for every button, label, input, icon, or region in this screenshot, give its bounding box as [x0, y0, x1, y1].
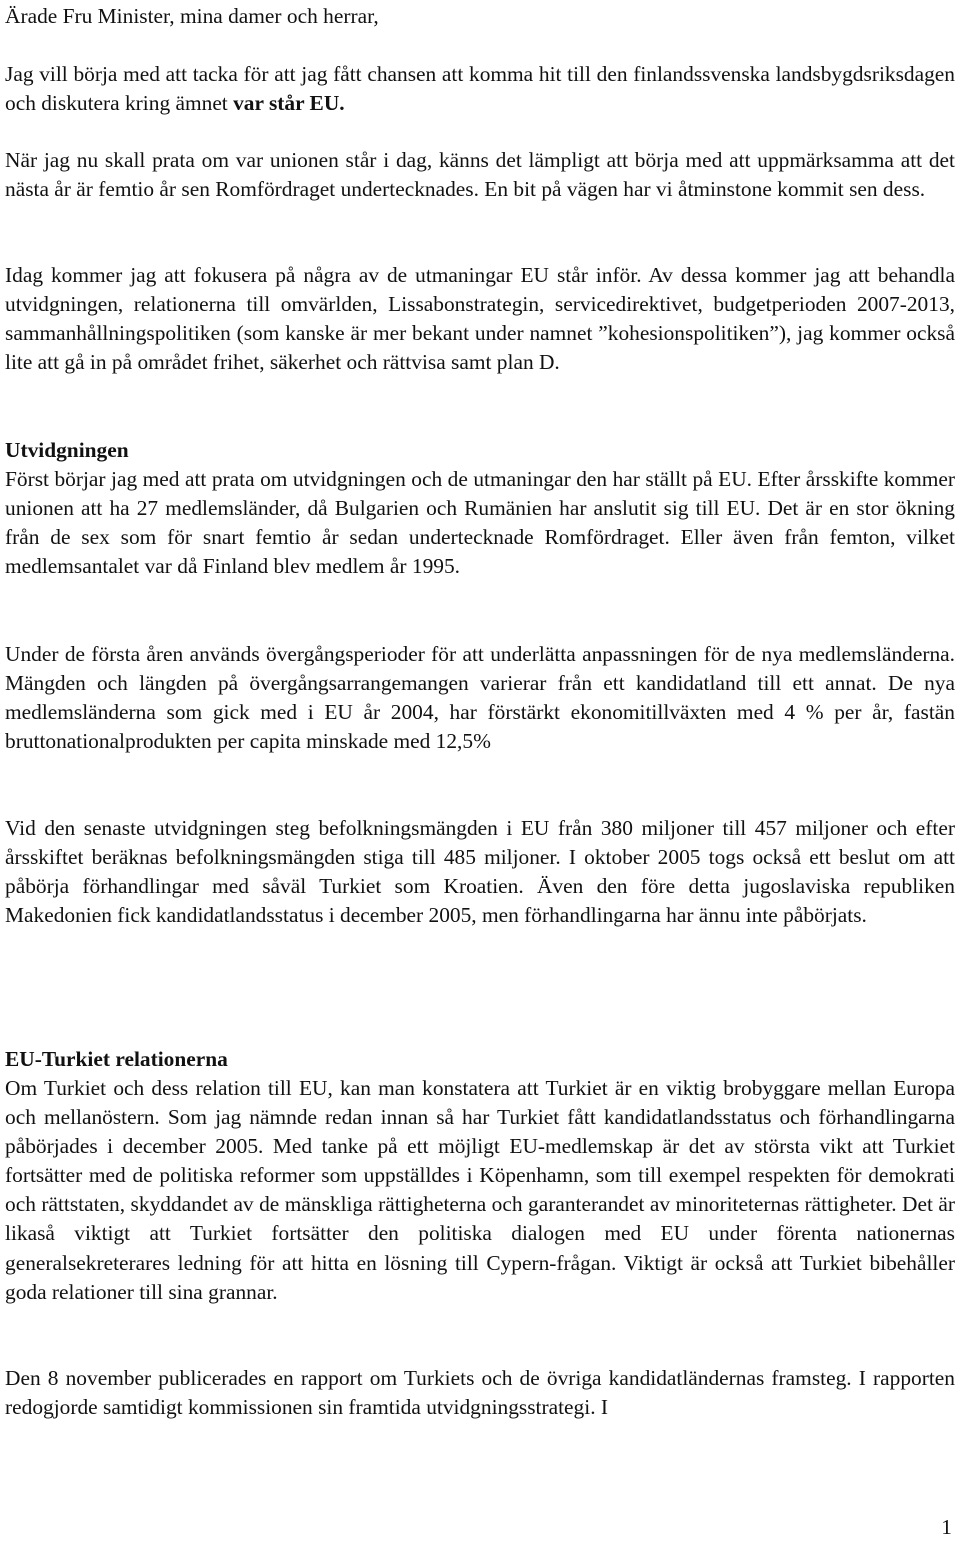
paragraph-romfordraget: När jag nu skall prata om var unionen står i dag, känns det lämpligt att börja med att uppmärksamma att det nästa år är femtio år sen Romfördraget undertecknades. En bit på vägen har vi åtminstone kommit sen dess.	[5, 148, 955, 202]
paragraph-utvidgningen-3: Vid den senaste utvidgningen steg befolkningsmängden i EU från 380 miljoner till 457 miljoner och efter årsskiftet beräknas befolkningsmängden stiga till 485 miljoner. I oktober 2005 togs också ett beslut om att påbörja förhandlingar med såväl Turkiet som Kroatien. Även den före detta jugoslaviska republiken Makedonien fick kandidatlandsstatus i december 2005, men förhandlingarna har ännu inte påbörjats.	[5, 816, 955, 928]
intro-text: Jag vill börja med att tacka för att jag fått chansen att komma hit till den finlandssvenska landsbygdsriksdagen och diskutera kring ämnet	[5, 62, 955, 116]
section-heading-utvidgningen: Utvidgningen	[5, 438, 129, 462]
paragraph-utvidgningen-1: Först börjar jag med att prata om utvidgningen och de utmaningar den har ställt på EU. Efter årsskifte kommer unionen att ha 27 medlemsländer, då Bulgarien och Rumänien har anslutit sig till EU. Det är en stor ökning från de sex som för snart femtio år sedan undertecknade Romfördraget. Eller även från femton, vilket medlemsantalet var då Finland blev medlem år 1995.	[5, 467, 955, 579]
intro-paragraph	[5, 60, 955, 118]
paragraph-utmaningar: Idag kommer jag att fokusera på några av de utmaningar EU står inför. Av dessa kommer jag att behandla utvidgningen, relationerna till omvärlden, Lissabonstrategin, servicedirektivet, budgetperioden 2007-2013, sammanhållningspolitiken (som kanske är mer bekant under namnet ”kohesionspolitiken”), jag kommer också lite att gå in på området frihet, säkerhet och rättvisa samt plan D.	[5, 263, 955, 375]
page-number: 1	[941, 1515, 952, 1539]
intro-emphasis: var står EU.	[233, 91, 345, 116]
paragraph-eu-turkiet-2: Den 8 november publicerades en rapport om Turkiets och de övriga kandidatländernas framsteg. I rapporten redogjorde samtidigt kommissionen sin framtida utvidgningsstrategi. I	[5, 1366, 955, 1420]
paragraph-eu-turkiet-1: Om Turkiet och dess relation till EU, kan man konstatera att Turkiet är en viktig brobyggare mellan Europa och mellanöstern. Som jag nämnde redan innan så har Turkiet fått kandidatlandsstatus och förhandlingarna påbörjades i december 2005. Med tanke på ett möjligt EU-medlemskap är det av största vikt att Turkiet fortsätter med de politiska reformer som uppställdes i Köpenhamn, som till exempel respekten för demokrati och rättstaten, skyddandet av de mänskliga rättigheterna och garanterandet av minoriteternas rättigheter. Det är likaså viktigt att Turkiet fortsätter den politiska dialogen med EU under förenta nationernas generalsekreterares ledning för att hitta en lösning till Cypern-frågan. Viktigt är också att Turkiet bibehåller goda relationer till sina grannar.	[5, 1076, 955, 1304]
section-heading-eu-turkiet: EU-Turkiet relationerna	[5, 1047, 228, 1071]
greeting: Ärade Fru Minister, mina damer och herrar,	[5, 4, 379, 28]
paragraph-utvidgningen-2: Under de första åren används övergångsperioder för att underlätta anpassningen för de nya medlemsländerna. Mängden och längden på övergångsarrangemangen varierar från ett kandidatland till ett annat. De nya medlemsländerna som gick med i EU år 2004, har förstärkt ekonomitillväxten med 4 % per år, fastän bruttonationalprodukten per capita minskade med 12,5%	[5, 642, 955, 754]
